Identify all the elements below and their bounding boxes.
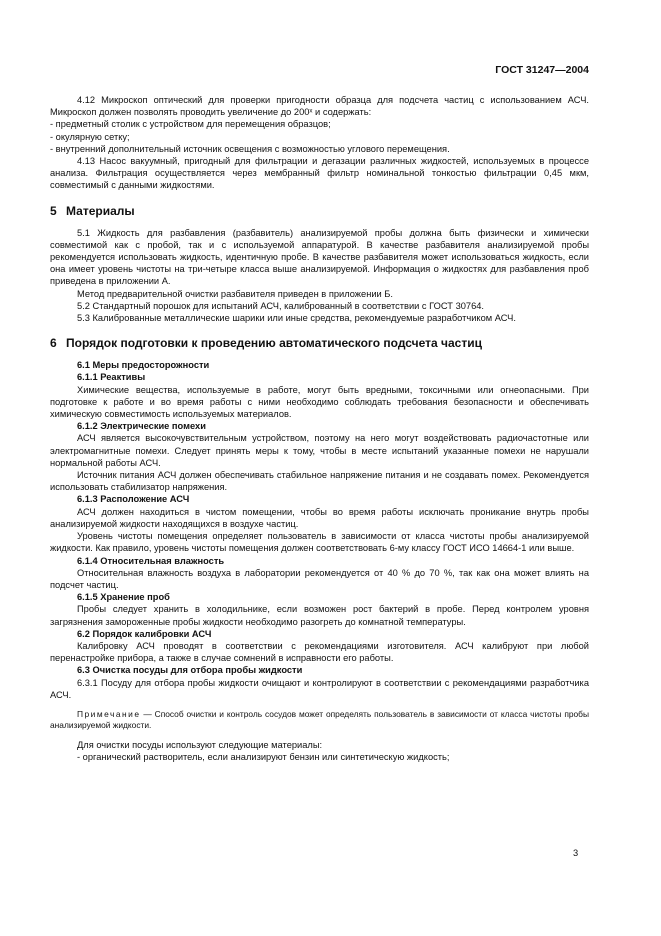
document-header: ГОСТ 31247—2004 <box>495 64 589 76</box>
list-item-stage: - предметный столик с устройством для перемещения образцов; <box>50 119 331 130</box>
heading-6-2: 6.2 Порядок калибровки АСЧ <box>77 628 212 639</box>
note-label: Примечание <box>77 708 141 719</box>
para-cleaning-materials: Для очистки посуды используют следующие материалы: <box>77 739 323 750</box>
note-text: — Способ очистки и контроль сосудов может определять пользователь в зависимости от класса чистоты пробы анализируемой жидкости. <box>50 708 589 731</box>
para-6-1-5: Пробы следует хранить в холодильнике, если возможен рост бактерий в пробе. Перед контролем уровня загрязнения замороженные пробы жидкости необходимо разогреть до комнатной температуры. <box>50 604 589 627</box>
section-title: Порядок подготовки к проведению автоматического подсчета частиц <box>66 336 482 351</box>
para-6-2: Калибровку АСЧ проводят в соответствии с рекомендациями изготовителя. АСЧ калибруют при любой перенастройке прибора, а также в случае сомнений в исправности его работы. <box>50 640 589 664</box>
para-6-1-2a: АСЧ является высокочувствительным устройством, поэтому на него могут воздействовать радиочастотные или электромагнитные помехи. Следует принять меры к тому, чтобы в месте испытаний указанные помехи не нарушали нормальной работы АСЧ. <box>50 433 589 468</box>
para-5-3: 5.3 Калиброванные металлические шарики или иные средства, рекомендуемые разработчиком АСЧ. <box>77 313 516 324</box>
list-item-solvent: - органический растворитель, если анализируют бензин или синтетическую жидкость; <box>77 752 450 763</box>
para-4-12: 4.12 Микроскоп оптический для проверки пригодности образца для подсчета частиц с использованием АСЧ. Микроскоп должен позволять проводить увеличение до 200ˣ и содержать: <box>50 95 589 118</box>
para-6-1-3a: АСЧ должен находиться в чистом помещении, чтобы во время работы исключать проникание внутрь пробы анализируемой жидкости находящихся в воздухе частиц. <box>50 506 589 529</box>
list-item-grid: - окулярную сетку; <box>50 131 130 142</box>
para-6-1-2b: Источник питания АСЧ должен обеспечивать стабильное напряжение питания и не создавать помех. Рекомендуется использовать стабилизатор напряжения. <box>50 470 589 493</box>
heading-6-1: 6.1 Меры предосторожности <box>77 360 210 371</box>
heading-6-1-1: 6.1.1 Реактивы <box>77 372 146 383</box>
page-number: 3 <box>573 848 579 858</box>
para-5-2: 5.2 Стандартный порошок для испытаний АСЧ, калиброванный в соответствии с ГОСТ 30764. <box>77 300 485 311</box>
section-number: 5 <box>50 203 57 218</box>
para-6-1-4: Относительная влажность воздуха в лаборатории рекомендуется от 40 % до 70 %, так как она может влиять на подсчет частиц. <box>50 567 589 590</box>
para-5-1-method: Метод предварительной очистки разбавителя приведен в приложении Б. <box>77 288 393 299</box>
section-number: 6 <box>50 336 57 351</box>
heading-6-1-4: 6.1.4 Относительная влажность <box>77 555 225 566</box>
section-title: Материалы <box>66 203 135 218</box>
list-item-light: - внутренний дополнительный источник освещения с возможностью углового перемещения. <box>50 143 450 154</box>
heading-6-1-3: 6.1.3 Расположение АСЧ <box>77 494 190 505</box>
note <box>50 709 589 732</box>
section-heading-6 <box>50 336 589 351</box>
heading-6-3: 6.3 Очистка посуды для отбора пробы жидкости <box>77 665 303 676</box>
para-6-3-1: 6.3.1 Посуду для отбора пробы жидкости очищают и контролируют в соответствии с рекомендациями разработчика АСЧ. <box>50 677 589 700</box>
heading-6-1-5: 6.1.5 Хранение проб <box>77 592 170 603</box>
para-6-1-1: Химические вещества, используемые в работе, могут быть вредными, токсичными или огнеопасными. При подготовке к работе и во время работы с ними необходимо соблюдать требования безопасности и обеспечивать химическую совместимость используемых материалов. <box>50 384 589 420</box>
section-heading-5 <box>50 204 589 219</box>
para-5-1: 5.1 Жидкость для разбавления (разбавитель) анализируемой пробы должна быть физически и химически совместимой как с пробой, так и с используемой аппаратурой. В качестве разбавителя анализируемой пробы рекомендуется использовать жидкость, идентичную пробе. В качестве разбавителя может использоваться жидкость, если она имеет уровень чистоты на три-четыре класса выше анализируемой. Информация о жидкостях для разбавления проб приведена в приложении А. <box>50 227 589 287</box>
heading-6-1-2: 6.1.2 Электрические помехи <box>77 421 206 432</box>
para-6-1-3b: Уровень чистоты помещения определяет пользователь в зависимости от класса чистоты пробы анализируемой жидкости. Как правило, уровень чистоты помещения должен соответствовать 6-му классу ГОСТ ИСО 14664-1 или выше. <box>50 531 589 554</box>
para-4-13: 4.13 Насос вакуумный, пригодный для фильтрации и дегазации различных жидкостей, используемых в процессе анализа. Фильтрация осуществляется через мембранный фильтр номинальной тонкостью фильтрации 0,45 мкм, совместимый с данными жидкостями. <box>50 156 589 191</box>
